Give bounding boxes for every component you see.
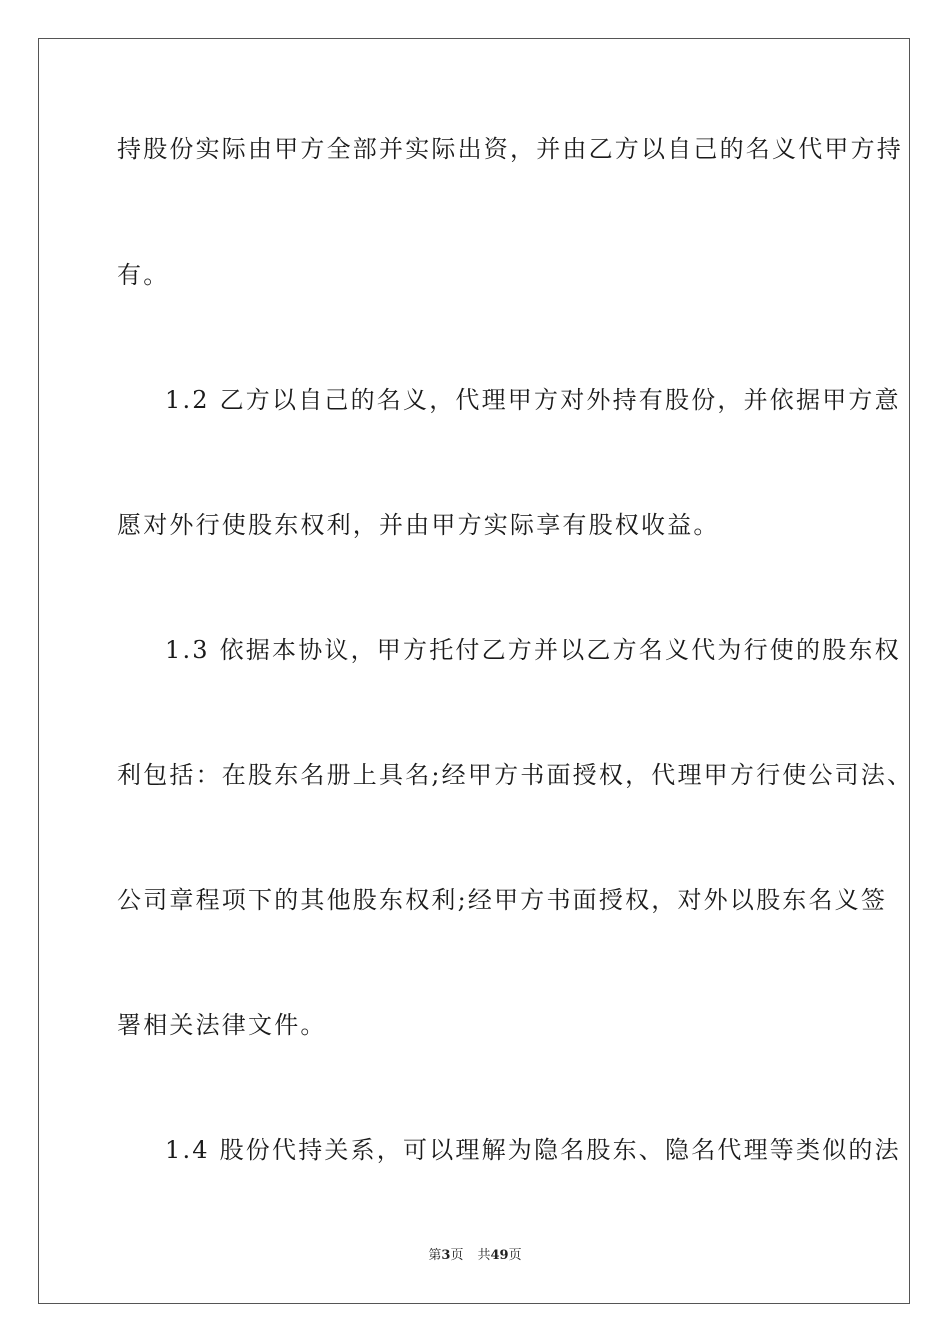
clause-1-3-line-4: 署相关法律文件。: [117, 1011, 327, 1039]
clause-1-3-line-1: 1.3 依据本协议，甲方托付乙方并以乙方名义代为行使的股东权: [165, 636, 901, 664]
body-line-1: 持股份实际由甲方全部并实际出资，并由乙方以自己的名义代甲方持: [117, 135, 903, 163]
page-suffix: 页: [450, 1248, 464, 1263]
total-suffix: 页: [508, 1248, 522, 1263]
clause-1-3-line-3: 公司章程项下的其他股东权利;经甲方书面授权，对外以股东名义签: [117, 886, 888, 914]
page-footer: [0, 1247, 950, 1265]
clause-1-3-line-2: 利包括：在股东名册上具名;经甲方书面授权，代理甲方行使公司法、: [117, 761, 914, 789]
page-border: [38, 38, 910, 1304]
clause-1-2-line-2: 愿对外行使股东权利，并由甲方实际享有股权收益。: [117, 511, 720, 539]
body-line-2: 有。: [117, 261, 170, 289]
clause-1-4-line-1: 1.4 股份代持关系，可以理解为隐名股东、隐名代理等类似的法: [165, 1136, 901, 1164]
page-prefix: 第: [428, 1248, 442, 1263]
total-prefix: 共: [477, 1248, 491, 1263]
page-current-number: 3: [441, 1248, 451, 1263]
clause-1-2-line-1: 1.2 乙方以自己的名义，代理甲方对外持有股份，并依据甲方意: [165, 386, 901, 414]
page-total-number: 49: [490, 1248, 509, 1263]
